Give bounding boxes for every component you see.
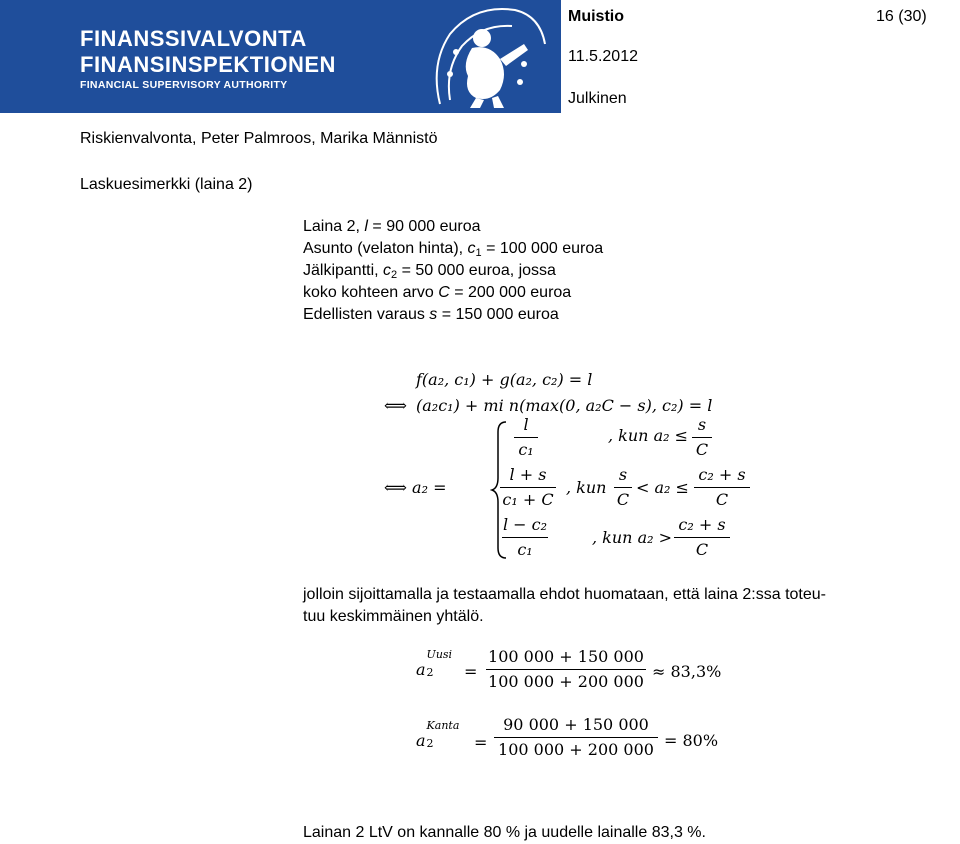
conclusion-line-1: jolloin sijoittamalla ja testaamalla ehdot huomataan, että laina 2:ssa toteu- [303, 586, 826, 603]
uusi-lhs: a Uusi 2 [416, 648, 453, 679]
equation-3-lhs: ⟺ a₂ = [384, 478, 447, 497]
case3-fraction: l − c₂ c₁ [502, 515, 548, 559]
equivalence-arrow-1: ⟺ [384, 396, 407, 415]
conclusion-line-2: tuu keskimmäinen yhtälö. [303, 608, 484, 625]
given-total-value: koko kohteen arvo C = 200 000 euroa [303, 284, 572, 301]
org-name-sv: FINANSINSPEKTIONEN [80, 52, 336, 77]
ltv-statement: Lainan 2 LtV on kannalle 80 % ja uudelle lainalle 83,3 %. [303, 824, 706, 841]
case1-fraction: l c₁ [514, 414, 538, 461]
kanta-result: = 80% [664, 731, 719, 750]
doc-type: Muistio [568, 8, 624, 25]
case2-condition-pre: , kun [566, 478, 607, 497]
case1-bound: s C [692, 414, 712, 461]
header-banner [0, 0, 561, 113]
given-second-lien: Jälkipantti, $c_2 = 50$ 000 euroa, jossa [303, 262, 556, 281]
uusi-result: ≈ 83,3% [652, 662, 722, 681]
case1-condition: , kun a₂ ≤ [608, 426, 689, 445]
case2-lower-bound: s C [614, 464, 632, 511]
kanta-fraction: 90 000 + 150 000 100 000 + 200 000 [494, 714, 658, 761]
org-name-en: FINANCIAL SUPERVISORY AUTHORITY [80, 79, 288, 91]
doc-date: 11.5.2012 [568, 48, 638, 65]
given-loan: Laina 2, l = 90 000 euroa [303, 218, 481, 235]
given-prior-reservation: Edellisten varaus s = 150 000 euroa [303, 306, 559, 323]
case2-fraction: l + s c₁ + C [500, 464, 556, 511]
case2-condition-mid: < a₂ ≤ [636, 478, 689, 497]
uusi-fraction: 100 000 + 150 000 100 000 + 200 000 [486, 646, 646, 693]
equation-1: f(a₂, c₁) + g(a₂, c₂) = l [416, 370, 593, 389]
kanta-equals: = [474, 733, 488, 752]
page-number: 16 (30) [876, 8, 927, 25]
case3-bound: c₂ + s C [674, 514, 730, 561]
case2-upper-bound: c₂ + s C [694, 464, 750, 511]
uusi-equals: = [464, 662, 478, 681]
lion-crest-icon [420, 4, 550, 110]
kanta-lhs: a Kanta 2 [416, 719, 460, 750]
equation-2: (a₂c₁) + mi n(max(0, a₂C − s), c₂) = l [416, 396, 713, 415]
org-name-fi: FINANSSIVALVONTA [80, 26, 307, 51]
section-title: Laskuesimerkki (laina 2) [80, 176, 253, 193]
doc-classification: Julkinen [568, 90, 627, 107]
case3-condition: , kun a₂ > [592, 528, 673, 547]
given-price: Asunto (velaton hinta), $c_1 = 100$ 000 euroa [303, 240, 604, 259]
authors-line: Riskienvalvonta, Peter Palmroos, Marika Männistö [80, 130, 438, 147]
